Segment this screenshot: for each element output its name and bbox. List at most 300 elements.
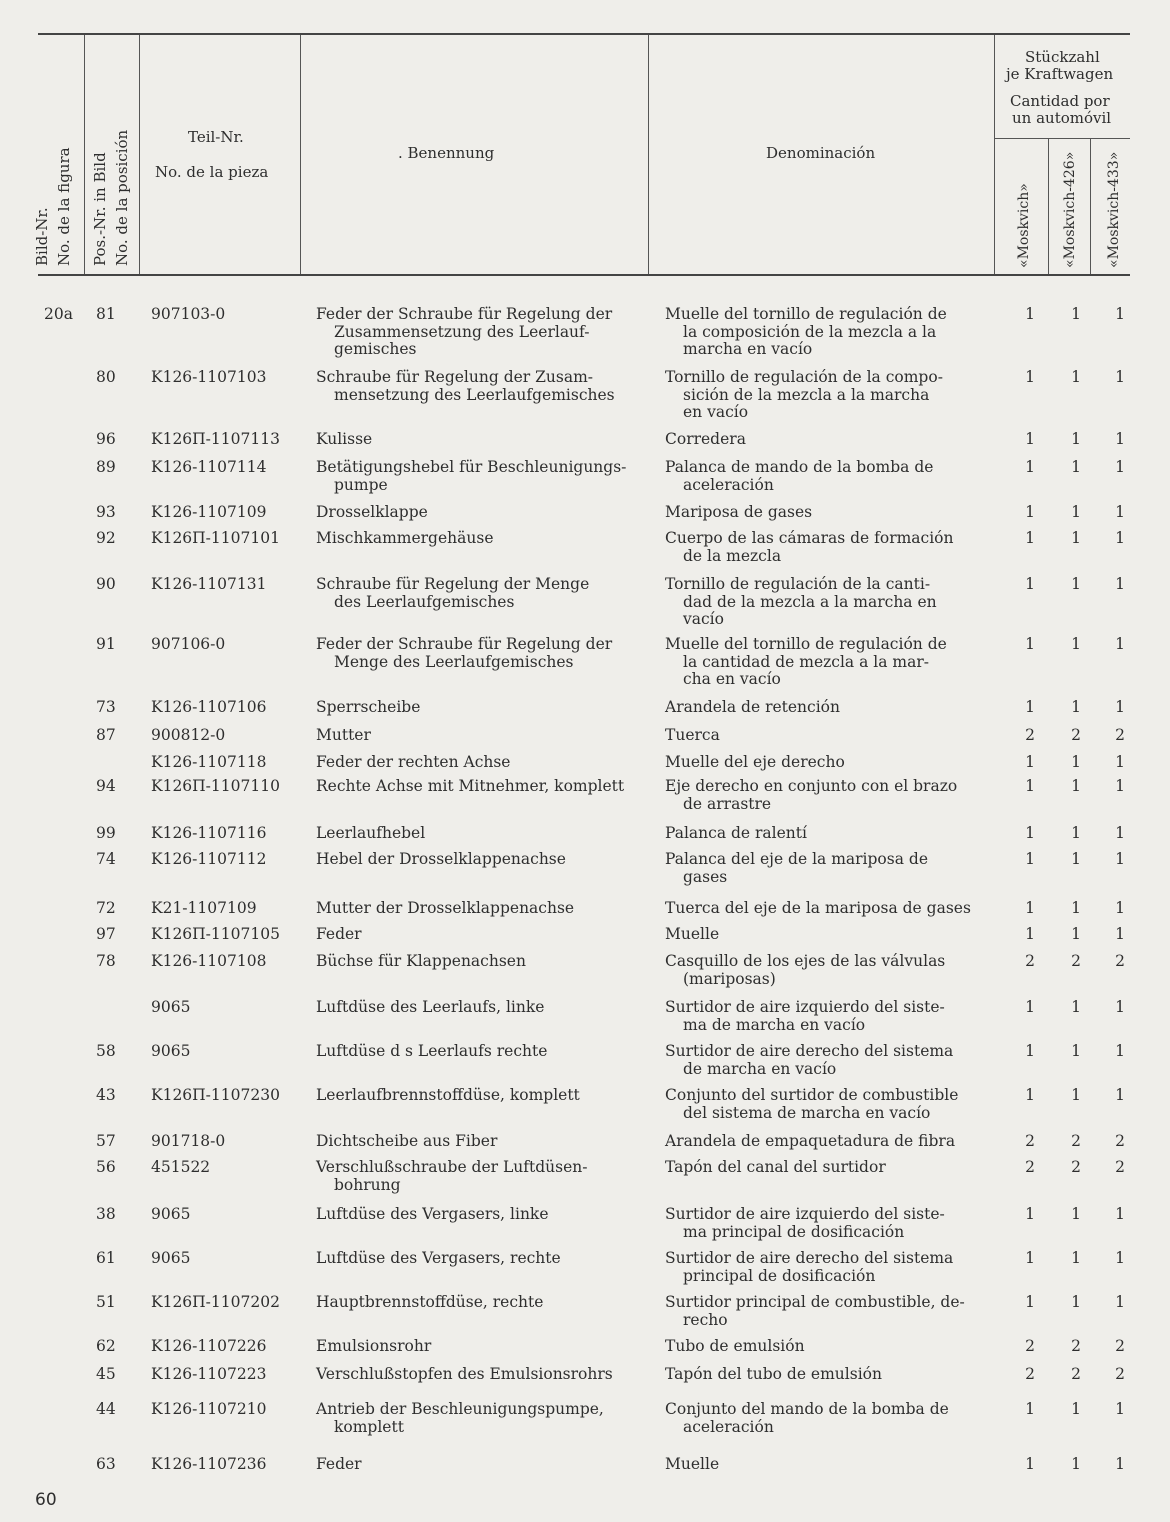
position-number: 45	[96, 1365, 116, 1383]
qty-moskvich-426: 2	[1071, 1158, 1081, 1176]
header-cantidad-2: un automóvil	[1012, 109, 1112, 127]
qty-moskvich-426: 1	[1071, 503, 1081, 521]
col-divider	[300, 35, 301, 274]
qty-moskvich-433: 1	[1115, 1249, 1125, 1267]
qty-moskvich: 1	[1025, 698, 1035, 716]
position-number: 99	[96, 824, 116, 842]
qty-moskvich: 1	[1025, 998, 1035, 1016]
designation-german-line: komplett	[334, 1417, 404, 1436]
qty-moskvich: 1	[1025, 1400, 1035, 1418]
position-number: 73	[96, 698, 116, 716]
position-number: 93	[96, 503, 116, 521]
designation-spanish	[665, 459, 987, 494]
qty-moskvich-426: 1	[1071, 899, 1081, 917]
qty-moskvich-426: 1	[1071, 529, 1081, 547]
part-number: 9065	[151, 1042, 191, 1060]
part-number: K126-1107112	[151, 850, 267, 868]
qty-moskvich: 1	[1025, 503, 1035, 521]
qty-moskvich-433: 1	[1115, 529, 1125, 547]
designation-german	[316, 825, 638, 843]
header-top-rule	[38, 33, 1130, 35]
designation-spanish-line: Surtidor de aire izquierdo del siste-	[665, 998, 945, 1016]
part-number: K126-1107106	[151, 698, 267, 716]
position-number: 57	[96, 1132, 116, 1150]
qty-moskvich: 1	[1025, 1455, 1035, 1473]
designation-spanish-line: Arandela de empaquetadura de fibra	[665, 1132, 956, 1150]
designation-spanish-line: vacío	[683, 610, 724, 628]
designation-spanish-line: Conjunto del surtidor de combustible	[665, 1086, 959, 1104]
header-bild-nr: Bild-Nr.	[33, 207, 51, 266]
designation-german	[316, 306, 638, 359]
designation-german	[316, 1087, 638, 1105]
position-number: 58	[96, 1042, 116, 1060]
designation-german-line: mensetzung des Leerlaufgemisches	[334, 385, 615, 404]
designation-spanish	[665, 431, 987, 449]
qty-moskvich-433: 2	[1115, 1158, 1125, 1176]
part-number: 9065	[151, 1205, 191, 1223]
qty-moskvich-426: 1	[1071, 305, 1081, 323]
qty-moskvich-433: 1	[1115, 1455, 1125, 1473]
designation-spanish	[665, 576, 987, 629]
designation-german-line: Verschlußstopfen des Emulsionsrohrs	[316, 1365, 613, 1383]
designation-spanish	[665, 825, 987, 843]
designation-german	[316, 926, 638, 944]
designation-spanish-line: Tapón del tubo de emulsión	[665, 1365, 882, 1383]
qty-moskvich: 1	[1025, 899, 1035, 917]
designation-german-line: Hauptbrennstoffdüse, rechte	[316, 1293, 544, 1311]
designation-spanish-line: la cantidad de mezcla a la mar-	[683, 652, 929, 671]
qty-moskvich: 2	[1025, 1158, 1035, 1176]
qty-moskvich-433: 1	[1115, 503, 1125, 521]
designation-spanish	[665, 306, 987, 359]
qty-moskvich-426: 1	[1071, 1400, 1081, 1418]
designation-spanish-line: aceleración	[683, 1417, 774, 1436]
qty-moskvich-426: 1	[1071, 1042, 1081, 1060]
designation-spanish	[665, 1456, 987, 1474]
designation-spanish	[665, 900, 987, 918]
part-number: K126-1107131	[151, 575, 267, 593]
qty-moskvich: 1	[1025, 458, 1035, 476]
designation-german-line: Mischkammergehäuse	[316, 529, 494, 547]
designation-spanish	[665, 727, 987, 745]
part-number: K126-1107210	[151, 1400, 267, 1418]
designation-spanish-line: la composición de la mezcla a la	[683, 322, 937, 341]
designation-spanish-line: gases	[683, 867, 728, 886]
designation-spanish-line: Tornillo de regulación de la canti-	[665, 575, 931, 593]
position-number: 96	[96, 430, 116, 448]
qty-moskvich: 1	[1025, 925, 1035, 943]
part-number: K126П-1107230	[151, 1086, 280, 1104]
designation-german	[316, 431, 638, 449]
qty-moskvich-433: 1	[1115, 1205, 1125, 1223]
position-number: 81	[96, 305, 116, 323]
qty-moskvich-426: 1	[1071, 824, 1081, 842]
qty-moskvich: 1	[1025, 305, 1035, 323]
designation-spanish	[665, 369, 987, 422]
quantity-header-rule	[995, 138, 1130, 139]
qty-moskvich: 1	[1025, 1205, 1035, 1223]
designation-spanish-line: Palanca de mando de la bomba de	[665, 458, 934, 476]
qty-moskvich-433: 1	[1115, 1042, 1125, 1060]
designation-spanish	[665, 851, 987, 886]
qty-moskvich-426: 2	[1071, 952, 1081, 970]
designation-german-line: Feder	[316, 925, 362, 943]
qty-moskvich-426: 1	[1071, 458, 1081, 476]
designation-spanish-line: ma principal de dosificación	[683, 1222, 905, 1241]
position-number: 90	[96, 575, 116, 593]
part-number: 907103-0	[151, 305, 226, 323]
designation-spanish-line: de marcha en vacío	[683, 1059, 837, 1078]
designation-spanish-line: Muelle	[665, 1455, 720, 1473]
designation-german-line: Leerlaufbrennstoffdüse, komplett	[316, 1086, 580, 1104]
part-number: 901718-0	[151, 1132, 226, 1150]
designation-german	[316, 699, 638, 717]
designation-german	[316, 1043, 638, 1061]
designation-german-line: bohrung	[334, 1175, 401, 1194]
qty-moskvich-426: 1	[1071, 430, 1081, 448]
designation-german-line: Luftdüse des Vergasers, rechte	[316, 1249, 561, 1267]
designation-german-line: Feder der Schraube für Regelung der	[316, 305, 613, 323]
part-number: K126П-1107105	[151, 925, 280, 943]
designation-spanish-line: (mariposas)	[683, 969, 776, 988]
page-number: 60	[35, 1490, 57, 1510]
designation-german-line: Emulsionsrohr	[316, 1337, 432, 1355]
designation-spanish-line: Muelle del tornillo de regulación de	[665, 635, 947, 653]
qty-moskvich: 1	[1025, 1249, 1035, 1267]
col-divider	[1090, 138, 1091, 274]
qty-moskvich: 1	[1025, 753, 1035, 771]
designation-german-line: Leerlaufhebel	[316, 824, 426, 842]
designation-spanish	[665, 1159, 987, 1177]
designation-german-line: des Leerlaufgemisches	[334, 592, 515, 611]
designation-german	[316, 1133, 638, 1151]
designation-german-line: Dichtscheibe aus Fiber	[316, 1132, 498, 1150]
designation-spanish-line: Corredera	[665, 430, 746, 448]
header-denominacion: Denominación	[766, 144, 876, 162]
designation-spanish-line: Tubo de emulsión	[665, 1337, 805, 1355]
qty-moskvich-426: 1	[1071, 1249, 1081, 1267]
part-number: K126-1107114	[151, 458, 267, 476]
designation-german	[316, 1206, 638, 1224]
qty-moskvich: 1	[1025, 850, 1035, 868]
designation-german	[316, 504, 638, 522]
designation-german	[316, 727, 638, 745]
qty-moskvich: 2	[1025, 1365, 1035, 1383]
part-number: K126П-1107113	[151, 430, 280, 448]
part-number: K126-1107118	[151, 753, 267, 771]
designation-german	[316, 1338, 638, 1356]
position-number: 38	[96, 1205, 116, 1223]
qty-moskvich-433: 2	[1115, 952, 1125, 970]
header-cantidad-1: Cantidad por	[1010, 92, 1110, 110]
qty-moskvich: 1	[1025, 368, 1035, 386]
designation-german	[316, 459, 638, 494]
designation-german	[316, 851, 638, 869]
qty-moskvich: 2	[1025, 952, 1035, 970]
qty-moskvich: 1	[1025, 1086, 1035, 1104]
designation-spanish	[665, 1338, 987, 1356]
designation-spanish-line: Arandela de retención	[665, 698, 840, 716]
qty-moskvich-433: 1	[1115, 998, 1125, 1016]
designation-german-line: Mutter	[316, 726, 371, 744]
qty-moskvich: 1	[1025, 430, 1035, 448]
part-number: K126П-1107101	[151, 529, 280, 547]
position-number: 61	[96, 1249, 116, 1267]
qty-moskvich-426: 1	[1071, 850, 1081, 868]
header-benennung: . Benennung	[398, 144, 495, 162]
designation-spanish	[665, 636, 987, 689]
designation-spanish-line: recho	[683, 1310, 728, 1329]
designation-german-line: pumpe	[334, 475, 388, 494]
header-bottom-rule	[38, 274, 1130, 276]
position-number: 43	[96, 1086, 116, 1104]
designation-german-line: Verschlußschraube der Luftdüsen-	[316, 1158, 588, 1176]
designation-german	[316, 1294, 638, 1312]
position-number: 87	[96, 726, 116, 744]
designation-spanish	[665, 504, 987, 522]
position-number: 97	[96, 925, 116, 943]
designation-german	[316, 1366, 638, 1384]
designation-spanish-line: Cuerpo de las cámaras de formación	[665, 529, 954, 547]
position-number: 62	[96, 1337, 116, 1355]
header-teil-nr: Teil-Nr.	[188, 128, 244, 146]
qty-moskvich-426: 2	[1071, 726, 1081, 744]
designation-spanish	[665, 754, 987, 772]
designation-german-line: Luftdüse d s Leerlaufs rechte	[316, 1042, 548, 1060]
qty-moskvich-426: 1	[1071, 777, 1081, 795]
part-number: K126П-1107110	[151, 777, 280, 795]
qty-moskvich-426: 2	[1071, 1132, 1081, 1150]
designation-german	[316, 576, 638, 611]
qty-moskvich-426: 1	[1071, 575, 1081, 593]
qty-moskvich-433: 2	[1115, 1132, 1125, 1150]
designation-spanish	[665, 699, 987, 717]
qty-moskvich-426: 2	[1071, 1337, 1081, 1355]
part-number: K126-1107108	[151, 952, 267, 970]
part-number: 9065	[151, 998, 191, 1016]
qty-moskvich-433: 1	[1115, 824, 1125, 842]
designation-spanish-line: Muelle del tornillo de regulación de	[665, 305, 947, 323]
designation-spanish	[665, 999, 987, 1034]
designation-german-line: Kulisse	[316, 430, 373, 448]
designation-spanish	[665, 1366, 987, 1384]
qty-moskvich-433: 1	[1115, 430, 1125, 448]
designation-german	[316, 1401, 638, 1436]
designation-spanish	[665, 1250, 987, 1285]
qty-moskvich-426: 1	[1071, 698, 1081, 716]
designation-spanish-line: marcha en vacío	[683, 340, 813, 358]
designation-spanish-line: Mariposa de gases	[665, 503, 813, 521]
part-number: K21-1107109	[151, 899, 257, 917]
designation-german	[316, 778, 638, 796]
qty-moskvich-433: 1	[1115, 575, 1125, 593]
designation-spanish-line: Surtidor de aire derecho del sistema	[665, 1042, 954, 1060]
qty-moskvich-433: 1	[1115, 368, 1125, 386]
qty-moskvich-433: 1	[1115, 777, 1125, 795]
designation-german	[316, 754, 638, 772]
designation-german-line: Luftdüse des Leerlaufs, linke	[316, 998, 545, 1016]
designation-spanish	[665, 1043, 987, 1078]
position-number: 51	[96, 1293, 116, 1311]
figure-number: 20a	[44, 305, 73, 323]
designation-spanish	[665, 1133, 987, 1151]
designation-spanish-line: Tapón del canal del surtidor	[665, 1158, 886, 1176]
position-number: 72	[96, 899, 116, 917]
part-number: 900812-0	[151, 726, 226, 744]
designation-spanish-line: aceleración	[683, 475, 774, 494]
designation-spanish-line: en vacío	[683, 403, 749, 421]
qty-moskvich-433: 2	[1115, 726, 1125, 744]
designation-german-line: Feder	[316, 1455, 362, 1473]
designation-german-line: Drosselklappe	[316, 503, 428, 521]
position-number: 91	[96, 635, 116, 653]
designation-spanish-line: Surtidor de aire derecho del sistema	[665, 1249, 954, 1267]
position-number: 44	[96, 1400, 116, 1418]
designation-german	[316, 369, 638, 404]
header-model-moskvich-426: «Moskvich-426»	[1062, 151, 1078, 268]
qty-moskvich: 1	[1025, 529, 1035, 547]
designation-spanish-line: Eje derecho en conjunto con el brazo	[665, 777, 958, 795]
designation-german-line: Feder der Schraube für Regelung der	[316, 635, 613, 653]
qty-moskvich-433: 1	[1115, 698, 1125, 716]
qty-moskvich-426: 1	[1071, 925, 1081, 943]
qty-moskvich-426: 1	[1071, 368, 1081, 386]
designation-german-line: Feder der rechten Achse	[316, 753, 511, 771]
col-divider	[648, 35, 649, 274]
designation-german-line: Menge des Leerlaufgemisches	[334, 652, 574, 671]
designation-german-line: Rechte Achse mit Mitnehmer, komplett	[316, 777, 625, 795]
qty-moskvich: 2	[1025, 726, 1035, 744]
designation-german	[316, 636, 638, 671]
position-number: 80	[96, 368, 116, 386]
col-divider	[139, 35, 140, 274]
designation-spanish-line: Tuerca del eje de la mariposa de gases	[665, 899, 971, 917]
designation-german-line: Büchse für Klappenachsen	[316, 952, 526, 970]
designation-german-line: Zusammensetzung des Leerlauf-	[334, 322, 590, 341]
header-pos-nr: Pos.-Nr. in Bild	[91, 152, 109, 266]
part-number: 9065	[151, 1249, 191, 1267]
designation-spanish-line: Tornillo de regulación de la compo-	[665, 368, 943, 386]
qty-moskvich-433: 2	[1115, 1365, 1125, 1383]
qty-moskvich-433: 1	[1115, 1293, 1125, 1311]
qty-moskvich-426: 1	[1071, 998, 1081, 1016]
col-divider	[1048, 138, 1049, 274]
header-stueckzahl-1: Stückzahl	[1025, 48, 1100, 66]
qty-moskvich: 1	[1025, 1293, 1035, 1311]
part-number: 907106-0	[151, 635, 226, 653]
position-number: 94	[96, 777, 116, 795]
qty-moskvich-433: 2	[1115, 1337, 1125, 1355]
designation-german-line: Betätigungshebel für Beschleunigungs-	[316, 458, 627, 476]
designation-spanish	[665, 530, 987, 565]
designation-spanish-line: Surtidor de aire izquierdo del siste-	[665, 1205, 945, 1223]
qty-moskvich-433: 1	[1115, 899, 1125, 917]
designation-german-line: Antrieb der Beschleunigungspumpe,	[316, 1400, 604, 1418]
qty-moskvich-433: 1	[1115, 753, 1125, 771]
designation-german	[316, 900, 638, 918]
designation-spanish	[665, 1401, 987, 1436]
designation-spanish-line: Surtidor principal de combustible, de-	[665, 1293, 965, 1311]
designation-spanish-line: Tuerca	[665, 726, 720, 744]
designation-spanish	[665, 926, 987, 944]
qty-moskvich-426: 1	[1071, 1086, 1081, 1104]
position-number: 63	[96, 1455, 116, 1473]
designation-spanish-line: del sistema de marcha en vacío	[683, 1103, 931, 1122]
designation-german	[316, 1250, 638, 1268]
designation-spanish-line: de arrastre	[683, 794, 772, 813]
qty-moskvich: 2	[1025, 1337, 1035, 1355]
position-number: 74	[96, 850, 116, 868]
part-number: K126-1107109	[151, 503, 267, 521]
designation-spanish	[665, 953, 987, 988]
header-model-moskvich-433: «Moskvich-433»	[1106, 151, 1122, 268]
qty-moskvich-433: 1	[1115, 635, 1125, 653]
designation-spanish-line: dad de la mezcla a la marcha en	[683, 592, 937, 611]
designation-spanish	[665, 1206, 987, 1241]
designation-german	[316, 1159, 638, 1194]
qty-moskvich-433: 1	[1115, 925, 1125, 943]
part-number: K126П-1107202	[151, 1293, 280, 1311]
designation-spanish	[665, 1087, 987, 1122]
qty-moskvich: 1	[1025, 635, 1035, 653]
qty-moskvich: 1	[1025, 777, 1035, 795]
col-divider	[994, 35, 995, 274]
part-number: K126-1107223	[151, 1365, 267, 1383]
designation-german-line: gemisches	[334, 340, 417, 358]
designation-spanish	[665, 1294, 987, 1329]
position-number: 56	[96, 1158, 116, 1176]
designation-spanish-line: Muelle del eje derecho	[665, 753, 845, 771]
designation-german	[316, 1456, 638, 1474]
designation-spanish-line: principal de dosificación	[683, 1266, 876, 1285]
part-number: K126-1107116	[151, 824, 267, 842]
header-no-posicion: No. de la posición	[113, 129, 131, 266]
qty-moskvich-426: 2	[1071, 1365, 1081, 1383]
qty-moskvich-426: 1	[1071, 1293, 1081, 1311]
part-number: K126-1107103	[151, 368, 267, 386]
header-model-moskvich: «Moskvich»	[1016, 183, 1032, 268]
designation-german	[316, 999, 638, 1017]
designation-spanish-line: Muelle	[665, 925, 720, 943]
designation-german-line: Hebel der Drosselklappenachse	[316, 850, 566, 868]
qty-moskvich-433: 1	[1115, 458, 1125, 476]
qty-moskvich-433: 1	[1115, 1086, 1125, 1104]
designation-german-line: Schraube für Regelung der Menge	[316, 575, 590, 593]
qty-moskvich: 1	[1025, 575, 1035, 593]
position-number: 89	[96, 458, 116, 476]
qty-moskvich: 2	[1025, 1132, 1035, 1150]
part-number: K126-1107226	[151, 1337, 267, 1355]
qty-moskvich-433: 1	[1115, 1400, 1125, 1418]
position-number: 92	[96, 529, 116, 547]
designation-spanish-line: sición de la mezcla a la marcha	[683, 385, 930, 404]
designation-german-line: Schraube für Regelung der Zusam-	[316, 368, 594, 386]
qty-moskvich: 1	[1025, 824, 1035, 842]
designation-spanish-line: Palanca de ralentí	[665, 824, 807, 842]
part-number: 451522	[151, 1158, 211, 1176]
qty-moskvich: 1	[1025, 1042, 1035, 1060]
qty-moskvich-433: 1	[1115, 305, 1125, 323]
designation-spanish-line: Palanca del eje de la mariposa de	[665, 850, 928, 868]
header-stueckzahl-2: je Kraftwagen	[1006, 65, 1114, 83]
designation-german-line: Mutter der Drosselklappenachse	[316, 899, 575, 917]
designation-spanish-line: ma de marcha en vacío	[683, 1015, 866, 1034]
designation-spanish-line: cha en vacío	[683, 670, 781, 688]
qty-moskvich-433: 1	[1115, 850, 1125, 868]
position-number: 78	[96, 952, 116, 970]
designation-spanish-line: Casquillo de los ejes de las válvulas	[665, 952, 946, 970]
designation-german-line: Luftdüse des Vergasers, linke	[316, 1205, 549, 1223]
